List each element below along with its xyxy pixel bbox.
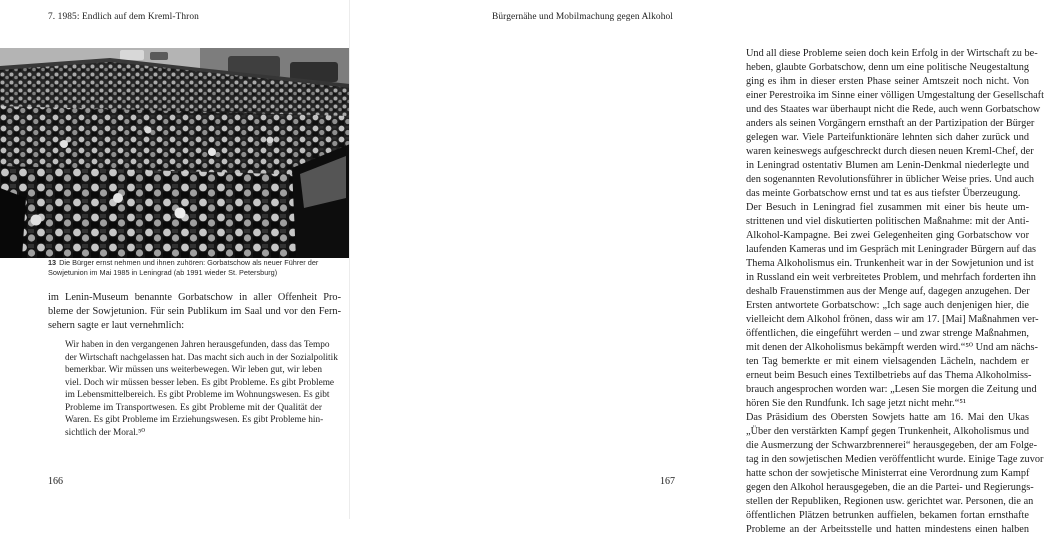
- text-line: Ersten antwortete Gorbatschow: „Ich sage auch denjenigen hier, die: [746, 300, 1029, 311]
- crowd-photo: [0, 48, 350, 258]
- text-line: Der Besuch in Leningrad fiel zusammen mit einer bis heute um-: [746, 202, 1029, 213]
- text-line: laufenden Kameras und im Gespräch mit Leningrader Bürgern auf das: [746, 244, 1037, 255]
- text-line: gegen den Alkohol herausgegeben, die an die Partei- und Regierungs-: [746, 482, 1034, 493]
- quote-line: im Lebensmittelbereich. Es gibt Probleme im Wohnungswesen. Es gibt: [65, 390, 330, 400]
- text-line: erneut beim Besuch eines Textilbetriebs auf das Thema Alkoholmiss-: [746, 370, 1032, 381]
- left-body-text: [48, 291, 341, 333]
- quote-line: viel. Doch wir müssen besser leben. Es gibt Probleme. Es gibt Probleme: [65, 377, 335, 388]
- text-line: gelegen war. Viele Parteifunktionäre lehnten sich daher zurück und: [746, 132, 1029, 143]
- text-line: öffentlichen Plätzen betrunken auffielen, bekamen fortan ernsthafte: [746, 510, 1029, 521]
- text-line: Und all diese Probleme seien doch kein Erfolg in der Wirtschaft zu be-: [746, 48, 1038, 59]
- right-body-text: [746, 47, 1044, 537]
- left-running-head: 7. 1985: Endlich auf dem Kreml-Thron: [48, 12, 199, 22]
- right-page: [350, 0, 1044, 535]
- text-line: in Russland ein weit verbreitetes Problem, und mehrfach forderten ihn: [746, 272, 1036, 283]
- text-line: in Leningrad ostentativ Blumen am Lenin-Denkmal niederlegte und: [746, 160, 1029, 171]
- text-line: „Über den verstärkten Kampf gegen Trunkenheit, Alkoholismus und: [746, 426, 1029, 437]
- text-line: Alkohol-Kampagne. Bei zwei Gelegenheiten ging Gorbatschow vor: [746, 230, 1029, 241]
- text-line: stellen der Republiken, Regionen usw. gerichtet war. Personen, die an: [746, 496, 1034, 507]
- figure-number: 13: [48, 258, 57, 267]
- text-line: brauch angesprochen worden war: „Lesen Sie morgen die Zeitung und: [746, 384, 1037, 395]
- right-page-number: 167: [660, 476, 675, 487]
- text-line: Probleme an der Arbeitsstelle und hatten mindestens einen halben: [746, 524, 1029, 535]
- block-quote: [65, 339, 338, 439]
- text-line: das meinte Gorbatschow ernst und tat es aus tiefster Überzeugung.: [746, 188, 1021, 199]
- quote-line: sichtlich der Moral.⁵⁰: [65, 427, 146, 438]
- text-line: heben, glaubte Gorbatschow, denn um eine politische Neugestaltung: [746, 62, 1029, 73]
- text-line: anders als seinen Vorgängern ernsthaft an der Partizipation der Bürger: [746, 118, 1035, 129]
- left-page-number: 166: [48, 476, 63, 487]
- text-line: die Ausmerzung der Schwarzbrennerei“ herausgegeben, der am Folge-: [746, 440, 1038, 451]
- text-line: ging es ihm in dieser ersten Phase seiner Amtszeit noch nicht. Von: [746, 76, 1029, 87]
- crowd-photo-image: [0, 48, 350, 258]
- text-line: hatte schon der sowjetische Ministerrat eine Verordnung zum Kampf: [746, 468, 1030, 479]
- text-line: sehern sagte er laut vernehmlich:: [48, 320, 185, 331]
- text-line: den sogenannten Revolutionsführer in üblicher Weise pries. Und auch: [746, 174, 1035, 185]
- text-line: hören Sie den Rundfunk. Ich sage jetzt nicht mehr.“⁵¹: [746, 398, 966, 409]
- text-line: Das Präsidium des Obersten Sowjets hatte am 16. Mai den Ukas: [746, 412, 1029, 423]
- quote-line: Waren. Es gibt Probleme im Erziehungswesen. Es gibt Probleme hin-: [65, 415, 324, 425]
- quote-line: bemerkbar. Wir müssen uns weiterbewegen. Wir leben gut, wir leben: [65, 365, 322, 375]
- text-line: und des Staates war überhaupt nicht die Rede, auch wenn Gorbatschow: [746, 104, 1041, 115]
- figure-caption-text: Die Bürger ernst nehmen und ihnen zuhören: Gorbatschow als neuer Führer der Sowjetunion im Mai 1985 in Leningrad (ab 1991 wieder St. Petersburg): [48, 258, 319, 277]
- quote-line: Wir haben in den vergangenen Jahren herausgefunden, dass das Tempo: [65, 340, 330, 350]
- left-page: [0, 0, 350, 519]
- text-line: waren keineswegs aufgeschreckt durch diesen neuen Kreml-Chef, der: [746, 146, 1034, 157]
- text-line: bleme der Sowjetunion. Für sein Publikum im Saal und vor den Fern-: [48, 306, 341, 317]
- text-line: im Lenin-Museum benannte Gorbatschow in aller Offenheit Pro-: [48, 292, 341, 303]
- text-line: tag in den sowjetischen Medien veröffentlicht wurde. Einige Tage zuvor: [746, 454, 1044, 465]
- text-line: mit denen der Alkoholismus bekämpft werden wird.“⁵⁰ Und am nächs-: [746, 342, 1038, 353]
- text-line: öffentlichen, die eingeführt werden – und zwar strenge Maßnahmen,: [746, 328, 1029, 339]
- text-line: ten Tag bemerkte er mit einem vielsagenden Lächeln, nachdem er: [746, 356, 1029, 367]
- text-line: vielleicht dem Alkohol frönen, dass wir am 17. [Mai] Maßnahmen ver-: [746, 314, 1039, 325]
- text-line: deshalb Frauenstimmen aus der Menge auf, dagegen anzugehen. Der: [746, 286, 1030, 297]
- text-line: strittenen und viel diskutierten politischen Maßnahme: mit der Anti-: [746, 216, 1029, 227]
- text-line: Thema Alkoholismus ein. Trunkenheit war in der Sowjetunion und ist: [746, 258, 1034, 269]
- quote-line: Probleme im Transportwesen. Es gibt Probleme mit der Qualität der: [65, 402, 322, 413]
- text-line: einer Perestroika im Sinne einer völligen Umgestaltung der Gesellschaft: [746, 90, 1044, 101]
- figure-caption: [48, 258, 340, 278]
- right-running-head: Bürgernähe und Mobilmachung gegen Alkohol: [492, 12, 673, 22]
- quote-line: der Wirtschaft nachgelassen hat. Das macht sich auch in der Sozialpolitik: [65, 352, 338, 363]
